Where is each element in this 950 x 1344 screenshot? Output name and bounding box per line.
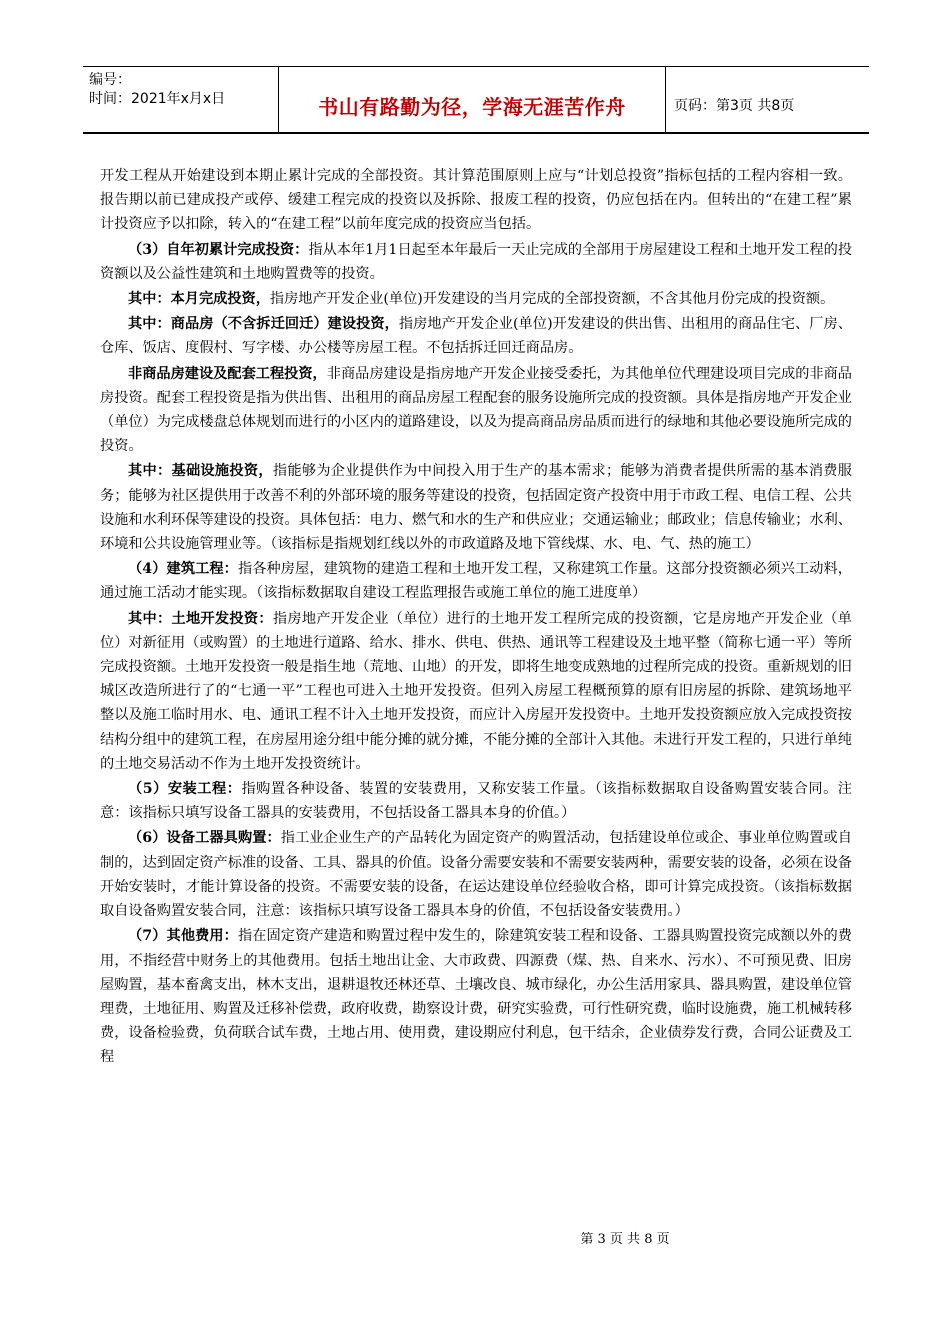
paragraph-8-heading: 其中：土地开发投资： (128, 610, 273, 627)
document-body (100, 164, 852, 1071)
paragraph-4-heading: 其中：商品房（不含拆迁回迁）建设投资， (128, 316, 399, 333)
paragraph-10-text: 指工业企业生产的产品转化为固定资产的购置活动，包括建设单位或企、事业单位购置或自制的，达到固定资产标准的设备、工具、器具的价值。设备分需要安装和不需要安装两种，需要安装的设备，必须在设备开始安装时，才能计算设备的投资。不需要安装的设备，在运达建设单位经验收合格，即可计算完成投资。（该指标数据取自设备购置安装合同，注意：该指标只填写设备工器具本身的价值，不包括设备安装费用。） (100, 830, 852, 920)
paragraph-10-heading: （6）设备工器具购置： (128, 830, 281, 847)
paragraph-5-text: 非商品房建设是指房地产开发企业接受委托，为其他单位代理建设项目完成的非商品房投资。配套工程投资是指为供出售、出租用的商品房屋工程配套的服务设施所完成的投资额。具体是指房地产开发企业（单位）为完成楼盘总体规划而进行的小区内的道路建设，以及为提高商品房品质而进行的绿地和其他必要设施所完成的投资。 (100, 365, 852, 455)
paragraph-7-heading: （4）建筑工程： (128, 561, 238, 578)
header-motto-cell (279, 67, 666, 132)
paragraph-2-text: 指从本年1月1日起至本年最后一天止完成的全部用于房屋建设工程和土地开发工程的投资额以及公益性建筑和土地购置费等的投资。 (100, 241, 853, 282)
paragraph-5-heading: 非商品房建设及配套工程投资， (128, 365, 327, 382)
paragraph-7-text: 指各种房屋，建筑物的建造工程和土地开发工程，又称建筑工作量。这部分投资额必须兴工动料，通过施工活动才能实现。（该指标数据取自建设工程监理报告或施工单位的施工进度单） (100, 561, 852, 602)
paragraph-11 (100, 924, 852, 1069)
paragraph-5 (100, 362, 852, 459)
paragraph-1 (100, 164, 852, 237)
paragraph-10 (100, 826, 852, 923)
header-motto: 书山有路勤为径，学海无涯苦作舟 (318, 95, 626, 119)
paragraph-9 (100, 777, 852, 825)
paragraph-9-heading: （5）安装工程： (128, 781, 242, 798)
paragraph-6-heading: 其中：基础设施投资， (128, 463, 273, 480)
paragraph-3 (100, 287, 852, 311)
paragraph-4 (100, 312, 852, 360)
header-page-cell (666, 67, 869, 132)
paragraph-8 (100, 607, 852, 776)
paragraph-8-text: 指房地产开发企业（单位）进行的土地开发工程所完成的投资额，它是房地产开发企业（单位）对新征用（或购置）的土地进行道路、给水、排水、供电、供热、通讯等工程建设及土地平整（简称七通一平）等所完成投资额。土地开发投资一般是指生地（荒地、山地）的开发，即将生地变成熟地的过程所完成的投资。重新规划的旧城区改造所进行了的“七通一平”工程也可进入土地开发投资。但列入房屋工程概预算的原有旧房屋的拆除、建筑场地平整以及施工临时用水、电、通讯工程不计入土地开发投资，而应计入房屋开发投资中。土地开发投资额应放入完成投资按结构分组中的建筑工程，在房屋用途分组中能分摊的就分摊，不能分摊的全部计入其他。未进行开发工程的，只进行单纯的土地交易活动不作为土地开发投资统计。 (100, 610, 852, 772)
header-page-code: 页码：第3页 共8页 (674, 98, 795, 114)
paragraph-9-text: 指购置各种设备、装置的安装费用，又称安装工作量。（该指标数据取自设备购置安装合同。注意：该指标只填写设备工器具的安装费用，不包括设备工器具本身的价值。） (100, 781, 852, 822)
paragraph-3-text: 指房地产开发企业(单位)开发建设的当月完成的全部投资额，不含其他月份完成的投资额。 (269, 291, 835, 308)
document-date-label: 时间：2021年x月x日 (89, 91, 226, 107)
paragraph-4-text: 指房地产开发企业(单位)开发建设的供出售、出租用的商品住宅、厂房、仓库、饭店、度假村、写字楼、办公楼等房屋工程。不包括拆迁回迁商品房。 (100, 316, 852, 357)
page-header (83, 66, 869, 134)
paragraph-6 (100, 459, 852, 556)
paragraph-2-heading: （3）自年初累计完成投资： (128, 241, 309, 258)
page-footer: 第 3 页 共 8 页 (580, 1232, 670, 1247)
paragraph-11-text: 指在固定资产建造和购置过程中发生的，除建筑安装工程和设备、工器具购置投资完成额以外的费用，不指经营中财务上的其他费用。包括土地出让金、大市政费、四源费（煤、热、自来水、污水）、不可预见费、旧房屋购置，基本畜禽支出，林木支出，退耕退牧还林还草、土壤改良、城市绿化，办公生活用家具、器具购置，建设单位管理费，土地征用、购置及迁移补偿费，政府收费，勘察设计费，研究实验费，可行性研究费，临时设施费，施工机械转移费，设备检验费，负荷联合试车费，土地占用、使用费，建设期应付利息，包干结余，企业债券发行费，合同公证费及工程 (100, 928, 852, 1066)
document-number-label: 编号： (89, 72, 131, 88)
paragraph-11-heading: （7）其他费用： (128, 928, 238, 945)
paragraph-7 (100, 557, 852, 605)
paragraph-1-text: 开发工程从开始建设到本期止累计完成的全部投资。其计算范围原则上应与“计划总投资”指标包括的工程内容相一致。报告期以前已建成投产或停、缓建工程完成的投资以及拆除、报废工程的投资，仍应包括在内。但转出的“在建工程”累计投资应予以扣除，转入的“在建工程”以前年度完成的投资应当包括。 (100, 168, 852, 233)
paragraph-2 (100, 238, 852, 286)
paragraph-3-heading: 其中：本月完成投资， (128, 291, 270, 308)
paragraph-6-text: 指能够为企业提供作为中间投入用于生产的基本需求；能够为消费者提供所需的基本消费服务；能够为社区提供用于改善不利的外部环境的服务等建设的投资，包括固定资产投资中用于市政工程、电信工程、公共设施和水利环保等建设的投资。具体包括：电力、燃气和水的生产和供应业；交通运输业；邮政业；信息传输业；水利、环境和公共设施管理业等。（该指标是指规划红线以外的市政道路及地下管线煤、水、电、气、热的施工） (100, 463, 852, 553)
header-left-cell (83, 67, 279, 132)
